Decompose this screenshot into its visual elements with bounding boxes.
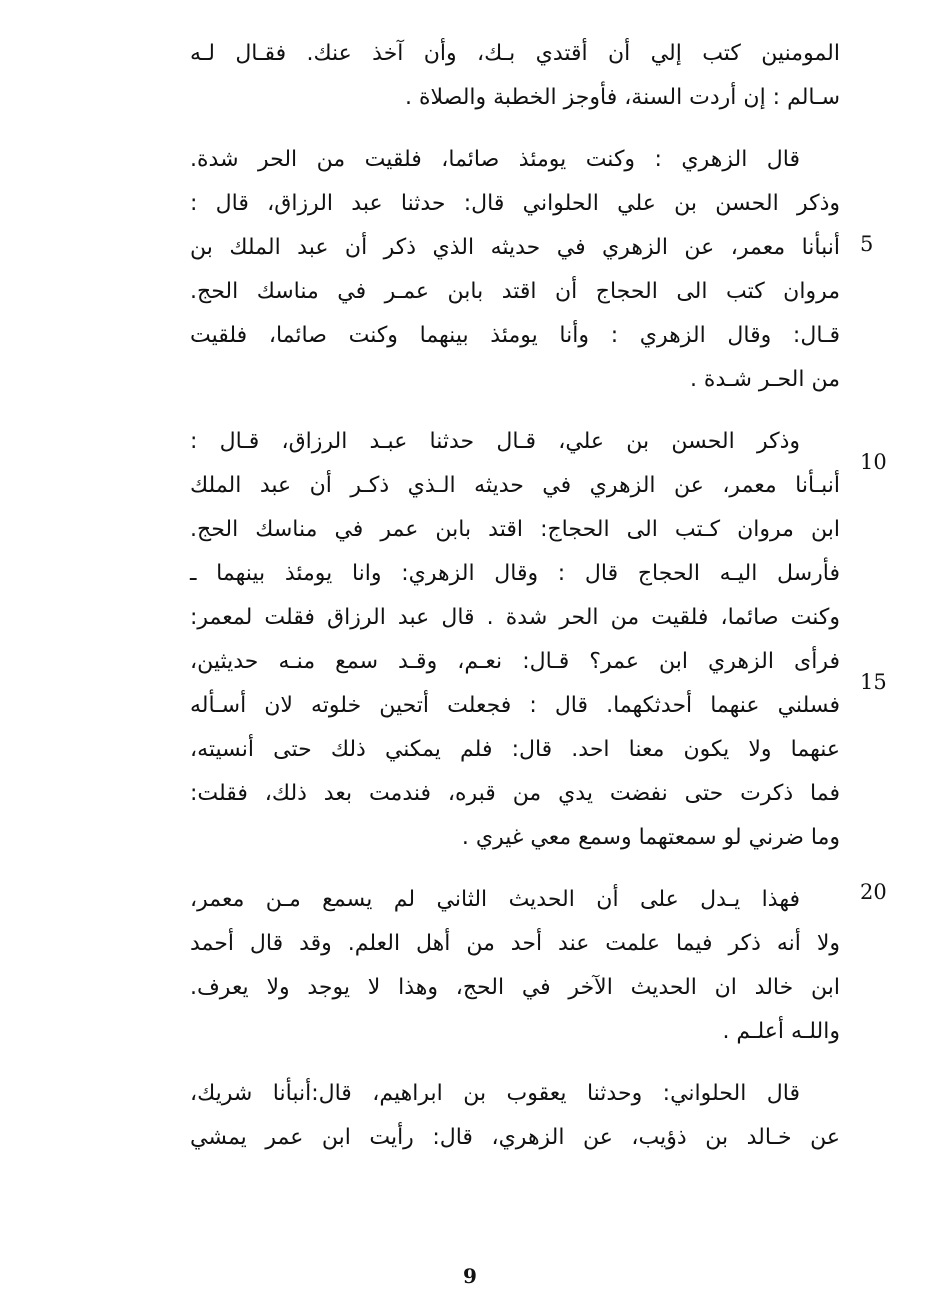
paragraph-gap (190, 860, 840, 878)
text-line: المومنين كتب إلي أن أقتدي بـك، وأن آخذ عنك. فقـال لـه (190, 41, 840, 66)
text-line: عنهما ولا يكون معنا احد. قال: فلم يمكني ذلك حتى أنسيته، (190, 737, 840, 762)
text-line: ابن مروان كـتب الى الحجاج: اقتد بابن عمر في مناسك الحج. (190, 517, 840, 542)
text-line: وما ضرني لو سمعتهما وسمع معي غيري . (461, 825, 840, 850)
page-number: 9 (463, 1264, 477, 1288)
margin-line-number: 5 (860, 232, 874, 256)
text-line: فرأى الزهري ابن عمر؟ قـال: نعـم، وقـد سمع منـه حديثين، (190, 649, 840, 674)
text-line: أنبـأنا معمر، عن الزهري في حديثه الـذي ذكـر أن عبد الملك (190, 473, 840, 498)
text-line: ولا أنه ذكر فيما علمت عند أحد من أهل العلم. وقد قال أحمد (190, 931, 840, 956)
text-line: أنبأنا معمر، عن الزهري في حديثه الذي ذكر أن عبد الملك بن (190, 235, 840, 260)
text-line: عن خـالد بن ذؤيب، عن الزهري، قال: رأيت ابن عمر يمشي (190, 1125, 840, 1150)
text-line: مروان كتب الى الحجاج أن اقتد بابن عمـر في مناسك الحج. (190, 279, 840, 304)
margin-line-number: 10 (860, 450, 887, 474)
body-text (190, 32, 840, 1160)
text-line: قـال: وقال الزهري : وأنا يومئذ بينهما وكنت صائما، فلقيت (190, 323, 840, 348)
paragraph-gap (190, 402, 840, 420)
text-line: فهذا يـدل على أن الحديث الثاني لم يسمع مـن معمر، (190, 887, 800, 912)
text-line: فأرسل اليـه الحجاج قال : وقال الزهري: وانا يومئذ بينهما ـ (190, 561, 840, 586)
paragraph-gap (190, 1054, 840, 1072)
text-line: سـالم : إن أردت السنة، فأوجز الخطبة والصلاة . (404, 85, 840, 110)
margin-line-number: 15 (860, 670, 887, 694)
margin-line-number: 20 (860, 880, 887, 904)
text-line: فسلني عنهما أحدثكهما. قال : فجعلت أتحين خلوته لان أسـأله (190, 693, 840, 718)
text-line: وذكر الحسن بن علي، قـال حدثنا عبـد الرزاق، قـال : (190, 429, 800, 454)
text-line: قال الزهري : وكنت يومئذ صائما، فلقيت من الحر شدة. (190, 147, 800, 172)
text-line: ابن خالد ان الحديث الآخر في الحج، وهذا لا يوجد ولا يعرف. (190, 975, 840, 1000)
paragraph-gap (190, 120, 840, 138)
text-line: قال الحلواني: وحدثنا يعقوب بن ابراهيم، قال:أنبأنا شريك، (190, 1081, 800, 1106)
text-line: فما ذكرت حتى نفضت يدي من قبره، فندمت بعد ذلك، فقلت: (190, 781, 840, 806)
text-line: واللـه أعلـم . (722, 1019, 840, 1044)
text-line: وذكر الحسن بن علي الحلواني قال: حدثنا عبد الرزاق، قال : (190, 191, 840, 216)
text-line: وكنت صائما، فلقيت من الحر شدة . قال عبد الرزاق فقلت لمعمر: (190, 605, 840, 630)
text-line: من الحـر شـدة . (689, 367, 840, 392)
